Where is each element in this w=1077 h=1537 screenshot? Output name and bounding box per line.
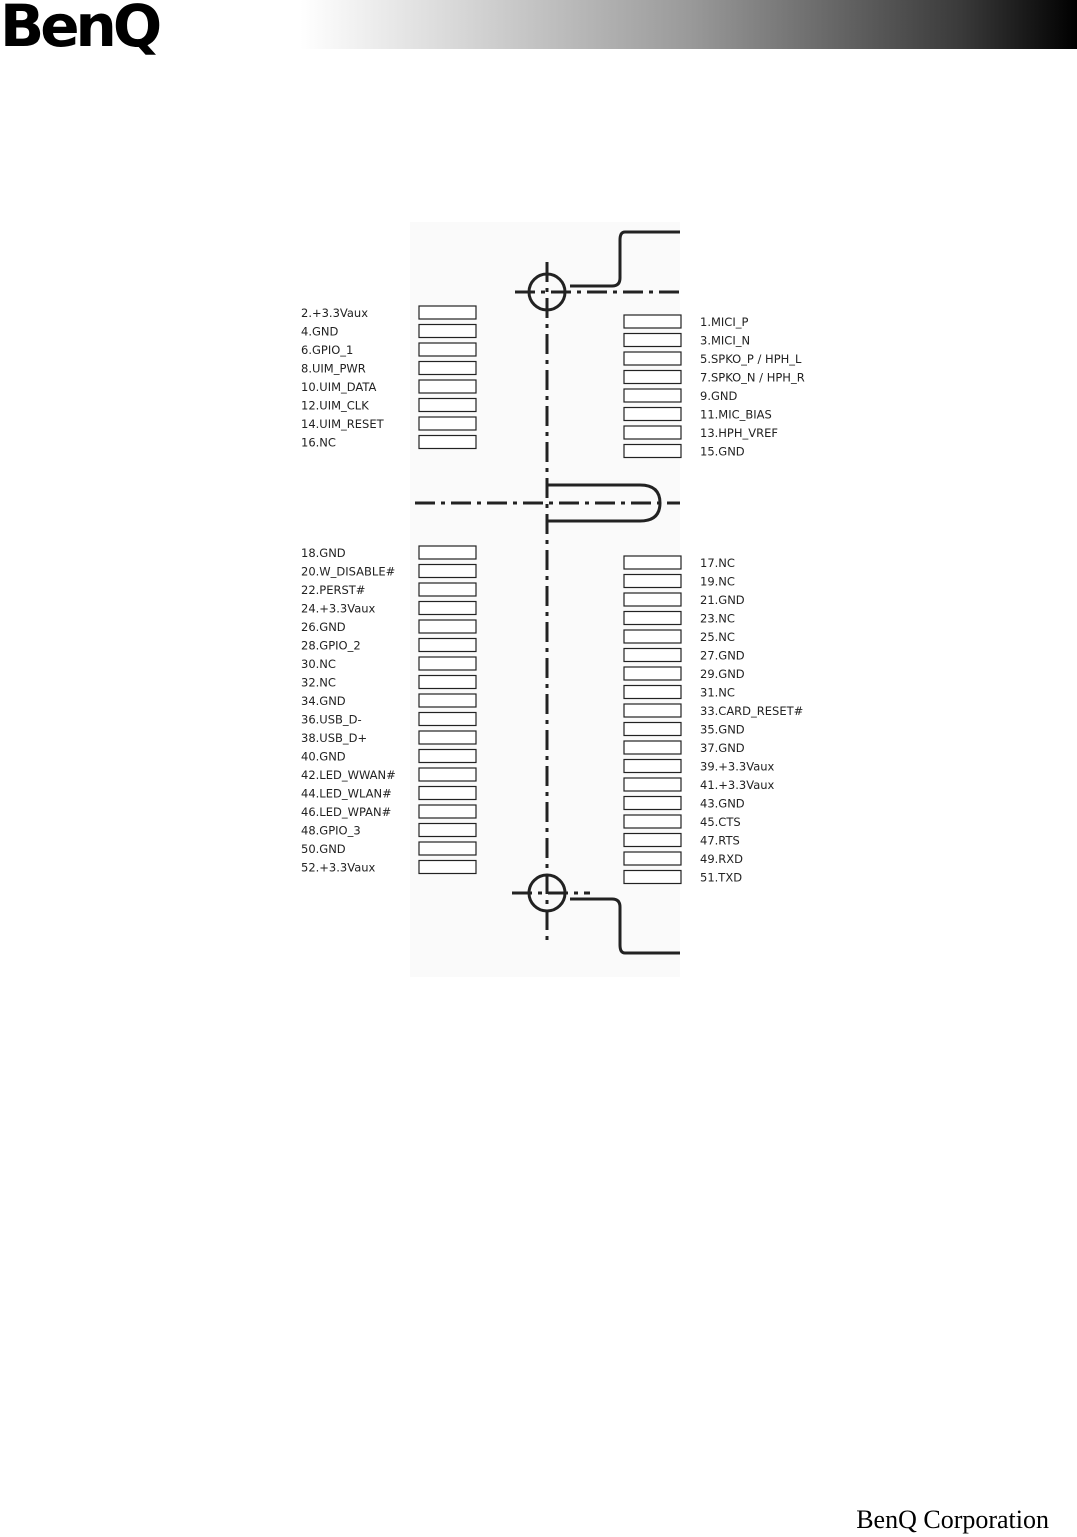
pin-label: 26.GND <box>301 620 346 634</box>
pin-pad <box>624 649 681 662</box>
pin-pad <box>419 731 476 744</box>
pin-pad <box>624 556 681 569</box>
pin-pad <box>419 380 476 393</box>
pin-label: 33.CARD_RESET# <box>700 704 804 718</box>
pin-label: 38.USB_D+ <box>301 731 368 745</box>
pin-pad <box>419 436 476 449</box>
pin-label: 32.NC <box>301 675 336 690</box>
pin-label: 4.GND <box>301 324 339 339</box>
pin-label: 39.+3.3Vaux <box>700 759 775 774</box>
pin-pad <box>419 824 476 837</box>
pin-pad <box>419 399 476 412</box>
pin-label: 19.NC <box>700 574 735 589</box>
pin-label: 37.GND <box>700 741 745 755</box>
pin-label: 5.SPKO_P / HPH_L <box>700 352 802 366</box>
pin-label: 50.GND <box>301 842 346 856</box>
pin-label: 44.LED_WLAN# <box>301 786 392 801</box>
pin-label: 28.GPIO_2 <box>301 638 361 653</box>
pin-label: 35.GND <box>700 722 745 737</box>
pin-label: 7.SPKO_N / HPH_R <box>700 370 805 385</box>
pin-pad <box>624 389 681 402</box>
pin-label: 29.GND <box>700 667 745 681</box>
pin-pad <box>624 371 681 384</box>
pin-pad <box>624 778 681 791</box>
pin-label: 31.NC <box>700 685 735 700</box>
pin-label: 2.+3.3Vaux <box>301 306 369 320</box>
pin-pad <box>624 612 681 625</box>
pin-pad <box>419 620 476 633</box>
pin-pad <box>624 352 681 365</box>
pin-label: 22.PERST# <box>301 583 366 597</box>
pin-pad <box>624 852 681 865</box>
pin-label: 1.MICI_P <box>700 315 749 329</box>
pin-pad <box>624 334 681 347</box>
pin-pad <box>624 834 681 847</box>
pin-label: 14.UIM_RESET <box>301 417 384 431</box>
pin-pad <box>419 657 476 670</box>
pin-label: 15.GND <box>700 444 745 459</box>
pin-pad <box>624 686 681 699</box>
pin-label: 47.RTS <box>700 833 740 848</box>
pin-label: 17.NC <box>700 556 735 570</box>
pin-label: 42.LED_WWAN# <box>301 768 396 782</box>
pin-pad <box>624 723 681 736</box>
pin-pad <box>419 343 476 356</box>
pin-label: 30.NC <box>301 657 336 671</box>
pin-label: 21.GND <box>700 593 745 607</box>
pin-pad <box>624 593 681 606</box>
pin-label: 34.GND <box>301 694 346 708</box>
pin-pad <box>419 362 476 375</box>
pin-label: 18.GND <box>301 546 346 560</box>
pin-pad <box>624 426 681 439</box>
pin-label: 16.NC <box>301 435 336 450</box>
pin-pad <box>419 306 476 319</box>
pin-label: 41.+3.3Vaux <box>700 778 775 792</box>
pin-label: 36.USB_D- <box>301 712 362 727</box>
pin-label: 43.GND <box>700 796 745 811</box>
pin-label: 48.GPIO_3 <box>301 823 361 838</box>
pin-label: 25.NC <box>700 630 735 644</box>
pin-pad <box>419 639 476 652</box>
pin-pad <box>419 417 476 430</box>
pin-pad <box>624 797 681 810</box>
pin-pad <box>419 694 476 707</box>
pin-pad <box>624 445 681 458</box>
pin-label: 8.UIM_PWR <box>301 361 366 376</box>
pin-label: 23.NC <box>700 611 735 626</box>
pin-label: 46.LED_WPAN# <box>301 805 392 819</box>
pin-label: 45.CTS <box>700 815 741 829</box>
pin-pad <box>624 760 681 773</box>
pin-pad <box>419 768 476 781</box>
pin-label: 13.HPH_VREF <box>700 426 779 440</box>
pin-pad <box>624 667 681 680</box>
pin-label: 24.+3.3Vaux <box>301 601 376 616</box>
pin-label: 6.GPIO_1 <box>301 343 354 357</box>
pin-pad <box>419 713 476 726</box>
pin-label: 12.UIM_CLK <box>301 398 369 413</box>
pin-label: 51.TXD <box>700 870 743 885</box>
pin-label: 27.GND <box>700 648 745 663</box>
pin-pad <box>624 871 681 884</box>
pin-pad <box>419 565 476 578</box>
pin-pad <box>624 575 681 588</box>
pin-pad <box>419 602 476 615</box>
pin-pad <box>624 815 681 828</box>
pin-label: 52.+3.3Vaux <box>301 860 376 875</box>
pin-pad <box>624 408 681 421</box>
pin-pad <box>419 787 476 800</box>
pin-pad <box>624 315 681 328</box>
pin-label: 40.GND <box>301 749 346 764</box>
pin-pad <box>624 704 681 717</box>
pin-pad <box>419 805 476 818</box>
pin-pad <box>419 750 476 763</box>
pin-pad <box>419 861 476 874</box>
pin-label: 9.GND <box>700 389 738 403</box>
pin-pad <box>419 325 476 338</box>
benq-logo: BenQ <box>0 0 159 60</box>
footer-company: BenQ Corporation <box>856 1505 1049 1534</box>
pin-label: 11.MIC_BIAS <box>700 407 772 422</box>
pin-pad <box>624 630 681 643</box>
pin-pad <box>419 842 476 855</box>
pin-pad <box>419 583 476 596</box>
pin-label: 49.RXD <box>700 852 744 866</box>
pin-label: 10.UIM_DATA <box>301 380 377 394</box>
pin-pad <box>419 546 476 559</box>
pin-label: 3.MICI_N <box>700 333 751 348</box>
pin-label: 20.W_DISABLE# <box>301 564 396 579</box>
pin-pad <box>624 741 681 754</box>
pin-pad <box>419 676 476 689</box>
